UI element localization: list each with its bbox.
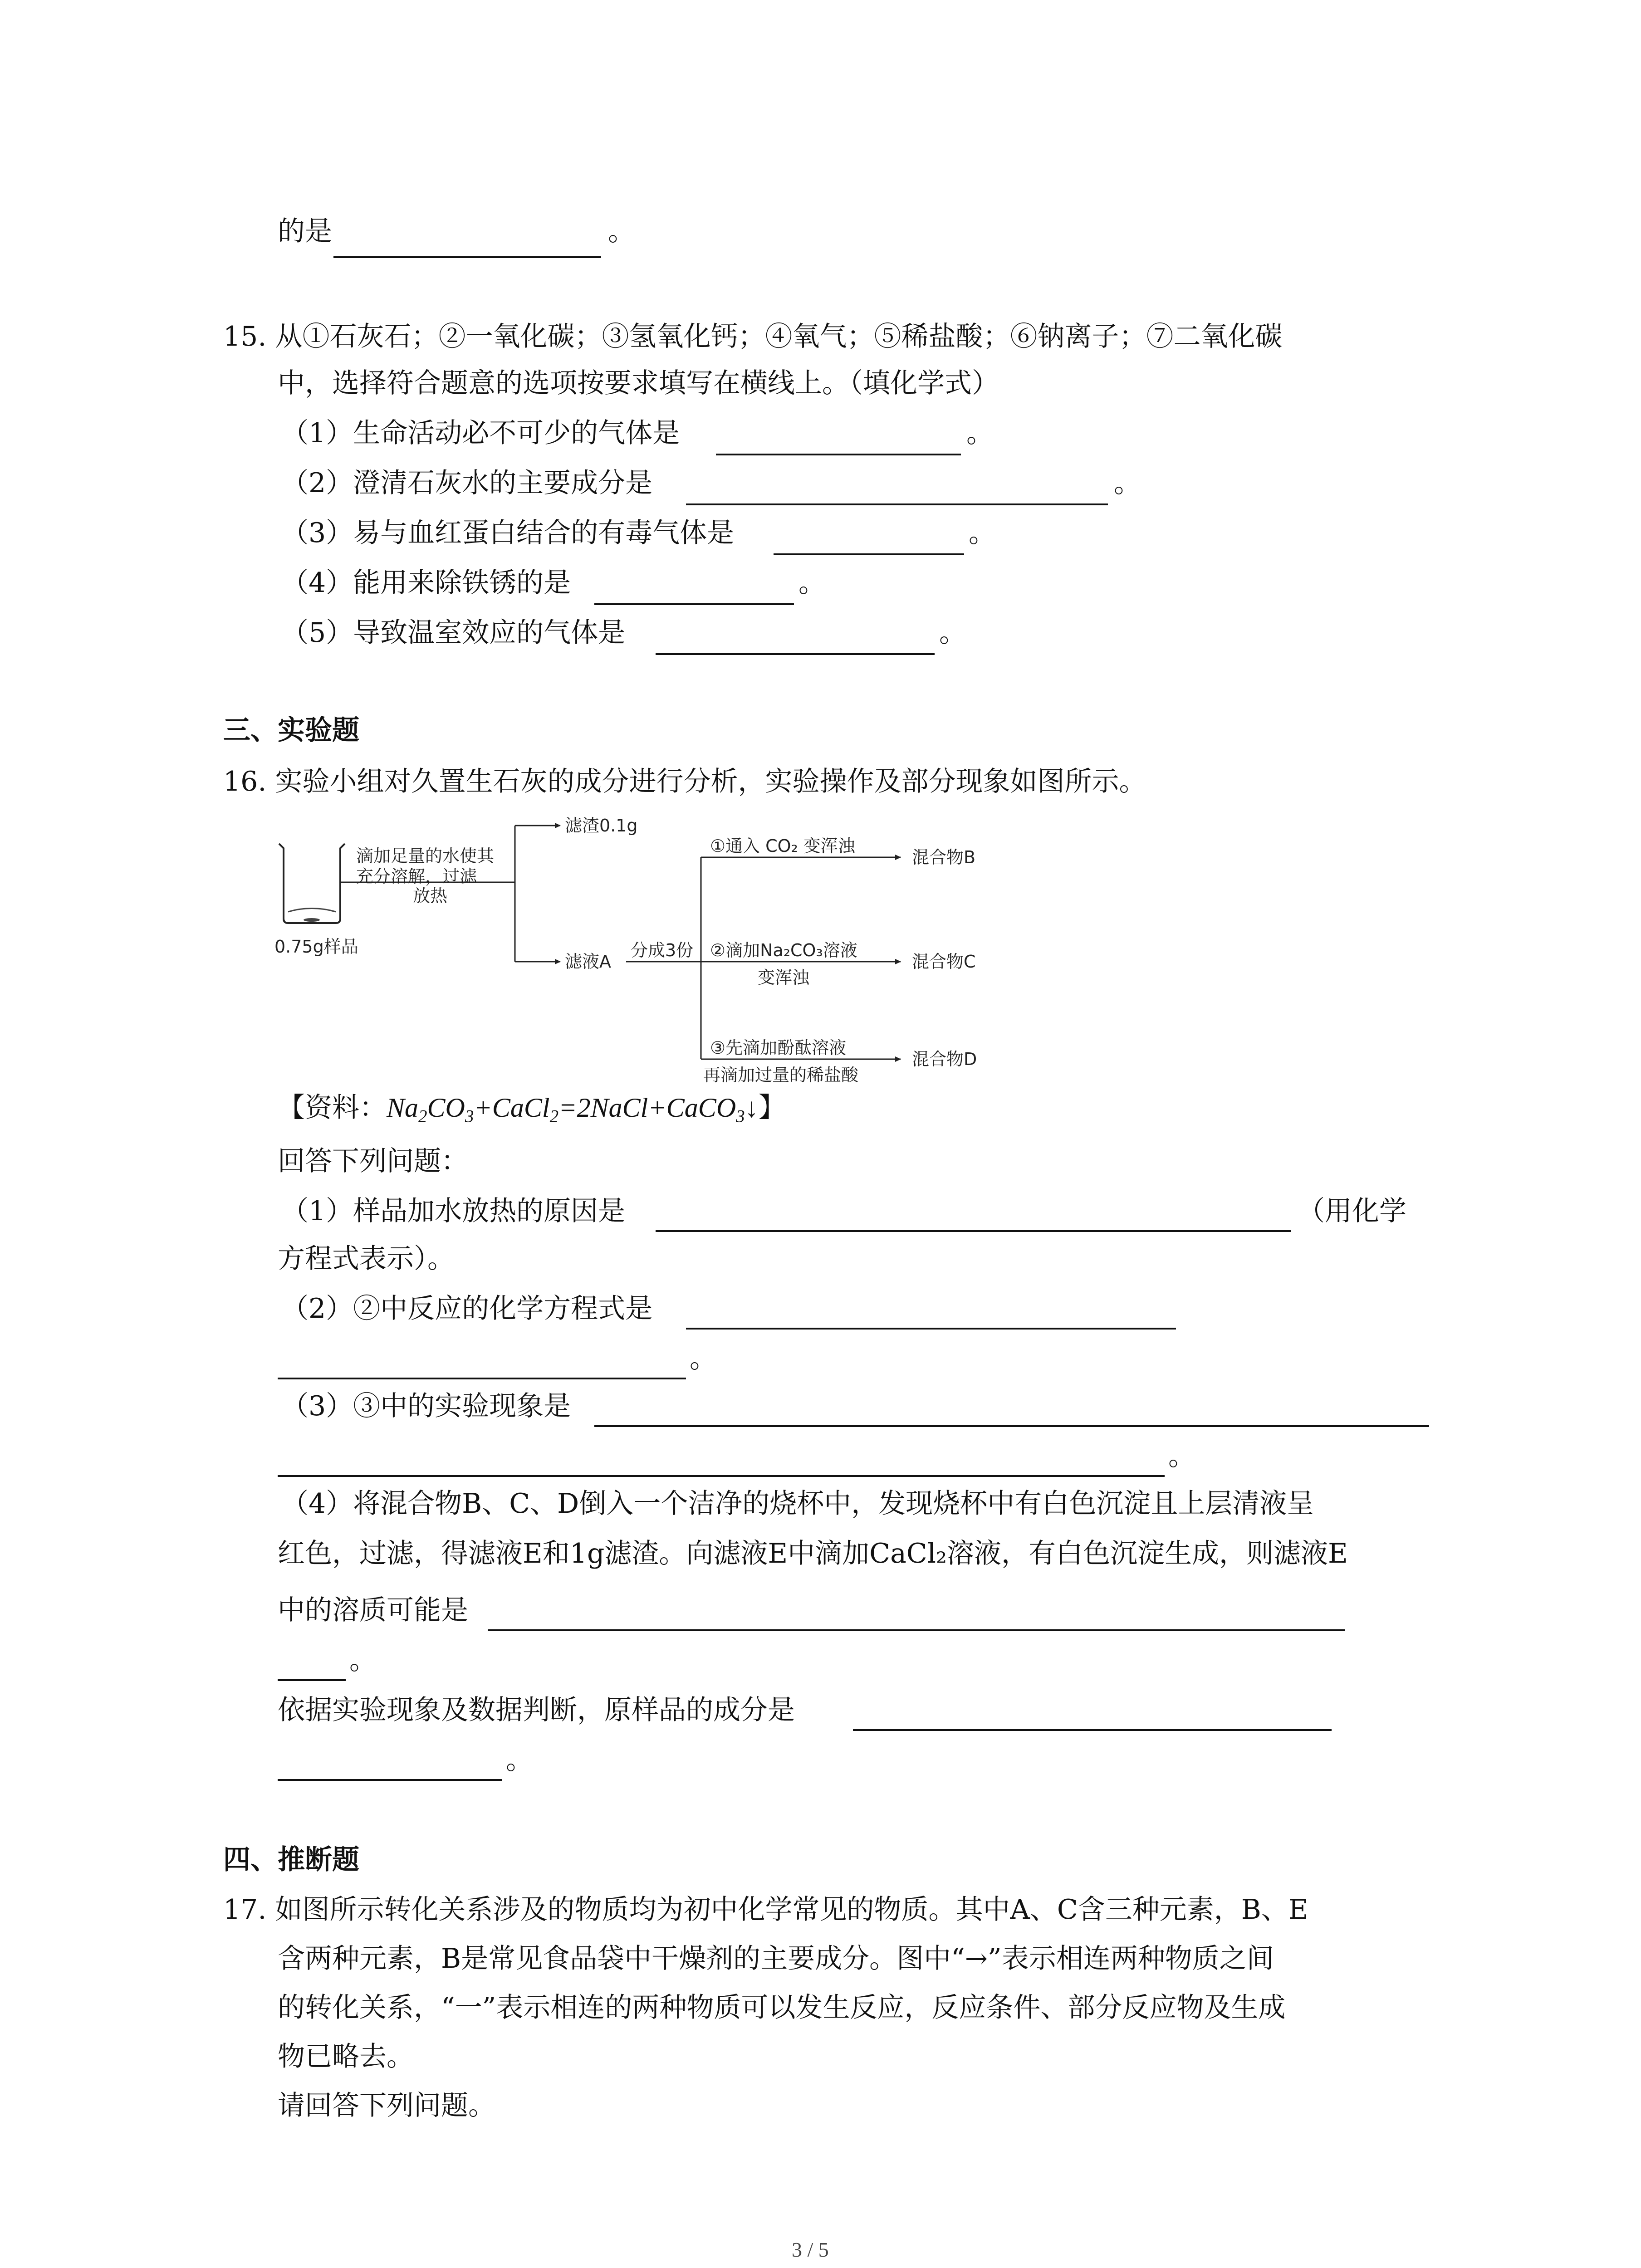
- q16-part1-cont: 方程式表示）。: [278, 1243, 455, 1275]
- branch2-label-line1: ②滴加Na₂CO₃溶液: [710, 940, 857, 960]
- answer-blank[interactable]: [853, 1729, 1332, 1731]
- q16-part3: （3）③中的实验现象是: [281, 1390, 571, 1422]
- q15-item-4: （4）能用来除铁锈的是: [281, 567, 571, 599]
- sample-label: 0.75g样品: [274, 937, 358, 957]
- section-heading-inference: 四、推断题: [223, 1844, 359, 1876]
- period: 。: [939, 617, 966, 649]
- q15-stem-line2: 中，选择符合题意的选项按要求填写在横线上。（填化学式）: [278, 367, 999, 399]
- q17-line3: 的转化关系，“一”表示相连的两种物质可以发生反应，反应条件、部分反应物及生成: [278, 1992, 1286, 2024]
- answer-blank[interactable]: [594, 1425, 1429, 1427]
- q16-conclusion: 依据实验现象及数据判断，原样品的成分是: [278, 1694, 795, 1726]
- answer-blank[interactable]: [278, 1378, 686, 1379]
- q16-part2: （2）②中反应的化学方程式是: [281, 1293, 653, 1325]
- q17-line4: 物已略去。: [278, 2041, 414, 2072]
- prev-question-tail: 的是: [278, 215, 332, 247]
- step1-text-line2: 充分溶解，过滤: [356, 866, 477, 886]
- resource-note: [278, 1092, 786, 1126]
- q15-item-1: （1）生命活动必不可少的气体是: [281, 417, 680, 449]
- q16-stem: 16. 实验小组对久置生石灰的成分进行分析，实验操作及部分现象如图所示。: [223, 766, 1146, 797]
- mixture-d-label: 混合物D: [912, 1049, 977, 1069]
- q16-part4-line2: 红色，过滤，得滤液E和1g滤渣。向滤液E中滴加CaCl₂溶液，有白色沉淀生成，则滤液E: [278, 1538, 1348, 1569]
- split-label: 分成3份: [631, 940, 694, 960]
- answer-blank[interactable]: [686, 1328, 1176, 1330]
- beaker-icon: [279, 844, 345, 923]
- answer-blank[interactable]: [278, 1679, 346, 1681]
- answer-blank[interactable]: [656, 1230, 1291, 1232]
- answer-blank[interactable]: [594, 603, 794, 605]
- period: 。: [798, 567, 826, 599]
- branch1-label: ①通入 CO₂ 变浑浊: [710, 836, 855, 856]
- q15-item-3: （3）易与血红蛋白结合的有毒气体是: [281, 517, 735, 549]
- q15-stem-line1: 15. 从①石灰石；②一氧化碳；③氢氧化钙；④氧气；⑤稀盐酸；⑥钠离子；⑦二氧化碳: [223, 321, 1283, 352]
- q16-part4-line3: 中的溶质可能是: [278, 1594, 468, 1626]
- reaction-equation: $Na_2CO_3+CaCl_2=2NaCl+CaCO_3↓$: [387, 1093, 759, 1126]
- answer-blank[interactable]: [686, 503, 1108, 505]
- period: 。: [966, 417, 994, 449]
- page-number: 3 / 5: [792, 2238, 829, 2261]
- q16-part1-note: （用化学: [1298, 1195, 1406, 1227]
- answer-blank[interactable]: [278, 1779, 502, 1781]
- residue-label: 滤渣0.1g: [565, 816, 638, 836]
- q17-line5: 请回答下列问题。: [278, 2090, 495, 2121]
- answer-blank[interactable]: [333, 256, 601, 258]
- answer-blank[interactable]: [716, 454, 961, 455]
- answer-blank[interactable]: [488, 1629, 1345, 1631]
- q15-item-2: （2）澄清石灰水的主要成分是: [281, 467, 653, 499]
- branch3-label-line2: 再滴加过量的稀盐酸: [703, 1065, 859, 1085]
- step1-text-line3: 放热: [413, 886, 448, 906]
- period: 。: [1168, 1440, 1195, 1472]
- filtrate-label: 滤液A: [565, 952, 611, 972]
- period: 。: [608, 215, 635, 247]
- answer-blank[interactable]: [278, 1475, 1165, 1477]
- section-heading-experiment: 三、实验题: [223, 714, 359, 746]
- q17-line1: 17. 如图所示转化关系涉及的物质均为初中化学常见的物质。其中A、C含三种元素，B、E: [223, 1894, 1308, 1926]
- period: 。: [1114, 467, 1141, 499]
- period: 。: [969, 517, 996, 549]
- experiment-flow-diagram: [268, 812, 1016, 1093]
- q16-part4-line1: （4）将混合物B、C、D倒入一个洁净的烧杯中，发现烧杯中有白色沉淀且上层清液呈: [281, 1488, 1314, 1520]
- period: 。: [506, 1744, 533, 1776]
- q16-part1: （1）样品加水放热的原因是: [281, 1195, 626, 1227]
- answer-intro: 回答下列问题：: [278, 1145, 468, 1177]
- period: 。: [349, 1644, 377, 1676]
- answer-blank[interactable]: [774, 553, 964, 555]
- period: 。: [690, 1343, 717, 1374]
- q15-item-5: （5）导致温室效应的气体是: [281, 617, 626, 649]
- q17-line2: 含两种元素，B是常见食品袋中干燥剂的主要成分。图中“→”表示相连两种物质之间: [278, 1943, 1274, 1975]
- step1-text-line1: 滴加足量的水使其: [356, 846, 495, 866]
- branch2-label-line2: 变浑浊: [758, 968, 810, 987]
- branch3-label-line1: ③先滴加酚酞溶液: [710, 1038, 847, 1058]
- resource-prefix: 【资料：: [278, 1092, 387, 1124]
- resource-suffix: 】: [758, 1092, 786, 1124]
- mixture-b-label: 混合物B: [912, 847, 976, 867]
- mixture-c-label: 混合物C: [912, 952, 976, 972]
- answer-blank[interactable]: [656, 653, 935, 655]
